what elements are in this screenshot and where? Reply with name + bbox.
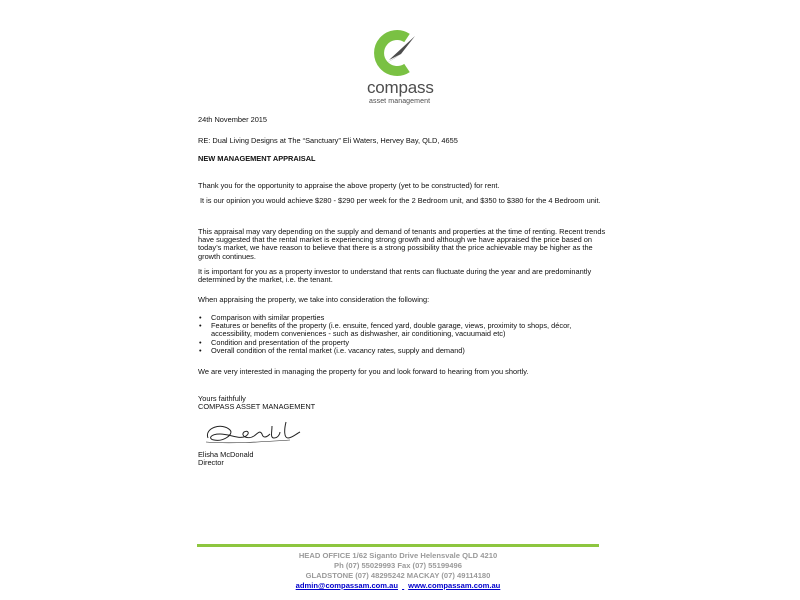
footer-email-link[interactable]: admin@compassam.com.au: [295, 581, 399, 590]
signer-title: Director: [198, 458, 224, 467]
company-logo: [355, 28, 437, 108]
logo-brand-text: compass: [367, 78, 434, 97]
footer-branches: GLADSTONE (07) 48295242 MACKAY (07) 49114180: [305, 571, 491, 580]
letter-heading: NEW MANAGEMENT APPRAISAL: [198, 154, 316, 163]
list-item: • Condition and presentation of the property: [198, 339, 608, 347]
paragraph-thanks: Thank you for the opportunity to appraise the above property (yet to be constructed) for rent.: [198, 181, 500, 190]
footer-links: [197, 581, 599, 591]
footer: [197, 551, 599, 591]
list-item: • Overall condition of the rental market (i.e. vacancy rates, supply and demand): [198, 347, 608, 355]
footer-phone: Ph (07) 55029993 Fax (07) 55199496: [334, 561, 462, 570]
paragraph-appraisal: This appraisal may vary depending on the supply and demand of tenants and properties at the time of renting. Recent trends have suggested that the rental market is experiencing strong growth and although we have appraised the price based on today’s market, we have reason to believe that there is a strong possibility that the price achievable may be higher as the growth continues.: [198, 227, 606, 261]
letter-date: 24th November 2015: [198, 115, 268, 124]
list-item: • Comparison with similar properties: [198, 314, 608, 322]
footer-website-link[interactable]: www.compassam.com.au: [408, 581, 501, 590]
signature-company: COMPASS ASSET MANAGEMENT: [198, 402, 316, 411]
paragraph-interest: We are very interested in managing the property for you and look forward to hearing from you shortly.: [198, 367, 529, 376]
paragraph-opinion: It is our opinion you would achieve $280 - $290 per week for the 2 Bedroom unit, and $350 to $380 for the 4 Bedroom unit.: [200, 196, 601, 205]
paragraph-investor: It is important for you as a property investor to understand that rents can fluctuate during the year and are predominantly determined by the market, i.e. the tenant.: [198, 267, 592, 285]
list-item: • Features or benefits of the property (i.e. ensuite, fenced yard, double garage, views, proximity to shops, décor, accessibility, modern conveniences - such as dishwasher, air conditioning, vacuumaid etc): [198, 322, 608, 338]
signer-name: Elisha McDonald: [198, 450, 254, 459]
paragraph-considerations: When appraising the property, we take into consideration the following:: [198, 295, 430, 304]
letter-subject: RE: Dual Living Designs at The “Sanctuary” Eli Waters, Hervey Bay, QLD, 4655: [198, 136, 458, 145]
handwritten-signature: [200, 416, 310, 450]
considerations-list: [198, 314, 608, 355]
logo-subtitle-text: asset management: [369, 98, 431, 105]
footer-address: HEAD OFFICE 1/62 Siganto Drive Helensvale QLD 4210: [298, 551, 498, 560]
closing-salutation: Yours faithfully: [198, 394, 246, 403]
footer-divider: [197, 544, 599, 547]
compass-logo-icon: [355, 28, 437, 80]
